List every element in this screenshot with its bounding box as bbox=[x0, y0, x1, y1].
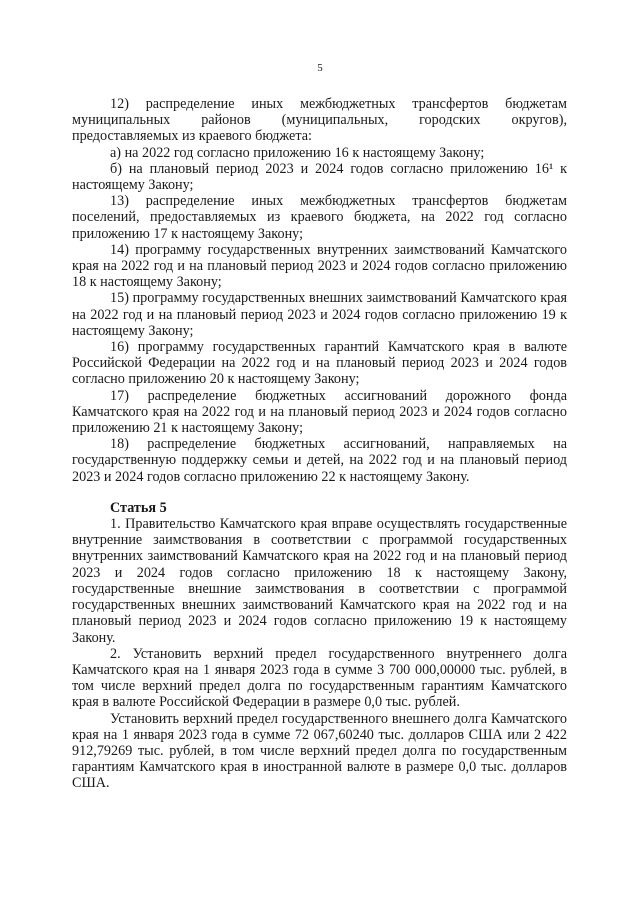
list-item-12a: а) на 2022 год согласно приложению 16 к настоящему Закону; bbox=[110, 144, 485, 161]
list-item-12b: б) на плановый период 2023 и 2024 годов согласно приложению 16¹ к настоящему Закону; bbox=[72, 160, 567, 194]
article-heading: Статья 5 bbox=[110, 499, 167, 516]
list-item-14: 14) программу государственных внутренних заимствований Камчатского края на 2022 год и на плановый период 2023 и 2024 годов согласно приложению 18 к настоящему Закону; bbox=[72, 241, 567, 291]
list-item-15: 15) программу государственных внешних заимствований Камчатского края на 2022 год и на плановый период 2023 и 2024 годов согласно приложению 19 к настоящему Закону; bbox=[72, 290, 567, 339]
article-paragraph-1: 1. Правительство Камчатского края вправе осуществлять государственные внутренние заимствования в соответствии с программой государственных внутренних заимствований Камчатского края на 2022 год и на плановый период 2023 и 2024 годов согласно приложению 18 к настоящему Закону, государственные внешние заимствования в соответствии с программой государственных внешних заимствований Камчатского края на 2022 год и на плановый период 2023 и 2024 годов согласно приложению 19 к настоящему Закону. bbox=[72, 516, 567, 646]
list-item-13: 13) распределение иных межбюджетных трансфертов бюджетам поселений, предоставляемых из краевого бюджета, на 2022 год согласно приложению 17 к настоящему Закону; bbox=[72, 193, 567, 242]
page-number: 5 bbox=[317, 62, 323, 74]
list-item-18: 18) распределение бюджетных ассигнований, направляемых на государственную поддержку семьи и детей, на 2022 год и на плановый период 2023 и 2024 годов согласно приложению 22 к настоящему Закону. bbox=[72, 436, 567, 485]
article-paragraph-3: Установить верхний предел государственного внешнего долга Камчатского края на 1 января 2023 года в сумме 72 067,60240 тыс. долларов США или 2 422 912,79269 тыс. рублей, в том числе верхний предел долга по государственным гарантиям Камчатского края в иностранной валюте в размере 0,0 тыс. долларов США. bbox=[72, 710, 567, 792]
article-paragraph-2: 2. Установить верхний предел государственного внутреннего долга Камчатского края на 1 января 2023 года в сумме 3 700 000,00000 тыс. рублей, в том числе верхний предел долга по государственным гарантиям Камчатского края в валюте Российской Федерации в размере 0,0 тыс. рублей. bbox=[72, 645, 567, 711]
list-item-17: 17) распределение бюджетных ассигнований дорожного фонда Камчатского края на 2022 год и на плановый период 2023 и 2024 годов согласно приложению 21 к настоящему Закону; bbox=[72, 387, 567, 437]
list-item-16: 16) программу государственных гарантий Камчатского края в валюте Российской Федерации на 2022 год и на плановый период 2023 и 2024 годов согласно приложению 20 к настоящему Закону; bbox=[72, 339, 567, 388]
list-item-12: 12) распределение иных межбюджетных трансфертов бюджетам муниципальных районов (муниципальных, городских округов), предоставляемых из краевого бюджета: bbox=[72, 96, 567, 145]
document-body bbox=[72, 96, 567, 792]
